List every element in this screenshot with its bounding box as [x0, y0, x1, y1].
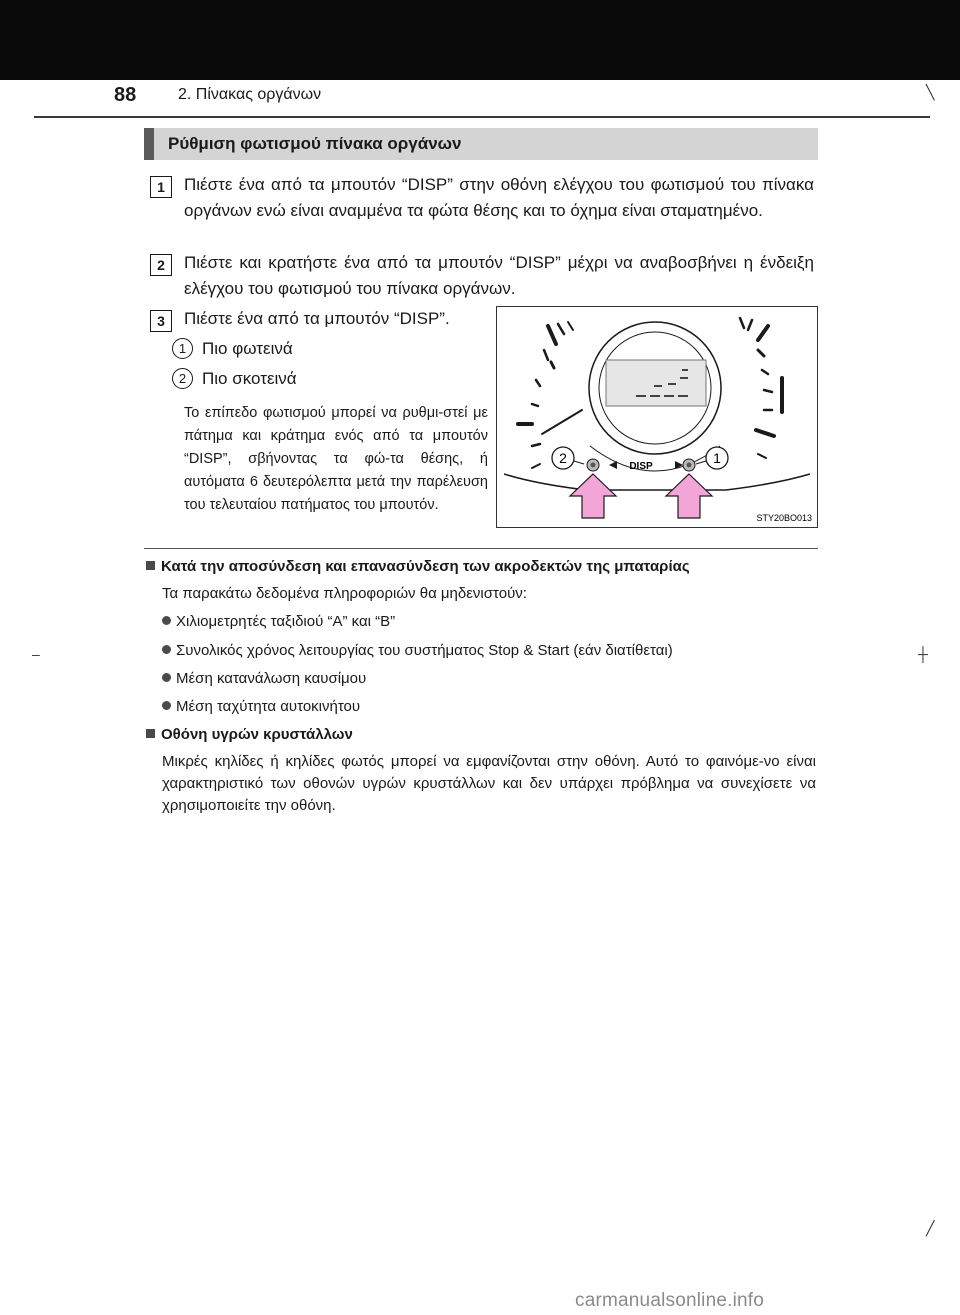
top-black-band	[0, 0, 960, 80]
illustration-frame	[497, 307, 818, 528]
step-1	[150, 172, 814, 224]
lcd-heading-text: Οθόνη υγρών κρυστάλλων	[161, 726, 353, 743]
step-text: Πιέστε και κρατήστε ένα από τα μπουτόν “DISP” μέχρι να αναβοσβήνει η ένδειξη ελέγχου του φωτισμού του πίνακα οργάνων.	[184, 253, 814, 298]
lcd-text: Μικρές κηλίδες ή κηλίδες φωτός μπορεί να εμφανίζονται στην οθόνη. Αυτό το φαινόμε-νο είναι χαρακτηριστικό των οθονών υγρών κρυστάλλων και δεν υπάρχει πρόβλημα να συνεχίσετε να χρησιμοποιείτε την οθόνη.	[162, 753, 816, 814]
battery-item: Μέση κατανάλωση καυσίμου	[162, 670, 366, 687]
crop-mark-right: ┼	[918, 646, 928, 662]
brightness-note: Το επίπεδο φωτισμού μπορεί να ρυθμι-στεί με πάτημα και κράτημα ενός από τα μπουτόν “DISP”, σβήνοντας τα φώ-τα θέσης, ή αυτόματα 6 δευτερόλεπτα μετά την παρέλευση του τελευταίου πατήματος του μπουτόν.	[184, 405, 488, 513]
square-bullet-icon	[146, 729, 155, 738]
disp-button-left-center	[591, 463, 596, 468]
battery-intro: Τα παρακάτω δεδομένα πληροφοριών θα μηδενιστούν:	[162, 585, 527, 602]
round-bullet-icon	[162, 616, 171, 625]
disp-button-right-center	[687, 463, 692, 468]
round-bullet-icon	[162, 645, 171, 654]
step-number: 2	[150, 254, 172, 276]
option-darker	[172, 368, 297, 389]
battery-heading-text: Κατά την αποσύνδεση και επανασύνδεση των ακροδεκτών της μπαταρίας	[161, 558, 690, 575]
step-text: Πιέστε ένα από τα μπουτόν “DISP”.	[184, 309, 450, 328]
section-divider	[144, 548, 818, 549]
step-number: 3	[150, 310, 172, 332]
step-2	[150, 250, 814, 302]
round-bullet-icon	[162, 701, 171, 710]
chapter-title: 2. Πίνακας οργάνων	[178, 86, 322, 103]
callout-left-number: 2	[559, 450, 567, 466]
step-number: 1	[150, 176, 172, 198]
instrument-cluster-illustration	[496, 306, 818, 528]
crop-mark-top-right: ╲	[926, 84, 935, 100]
battery-item: Χιλιομετρητές ταξιδιού “A” και “B”	[162, 613, 395, 630]
callout-right-number: 1	[713, 450, 721, 466]
section-title: Ρύθμιση φωτισμού πίνακα οργάνων	[144, 128, 818, 160]
option-brighter	[172, 338, 293, 359]
header-rule	[34, 116, 930, 118]
page-number: 88	[114, 84, 137, 106]
round-bullet-icon	[162, 673, 171, 682]
battery-item: Συνολικός χρόνος λειτουργίας του συστήματος Stop & Start (εάν διατίθεται)	[162, 642, 673, 659]
battery-heading	[146, 558, 690, 575]
lcd-display	[606, 360, 706, 406]
option-text: Πιο φωτεινά	[202, 339, 293, 358]
crop-mark-left: –	[32, 646, 40, 662]
step-text: Πιέστε ένα από τα μπουτόν “DISP” στην οθόνη ελέγχου του φωτισμού του πίνακα οργάνων ενώ είναι αναμμένα τα φώτα θέσης και το όχημα είναι σταματημένο.	[184, 175, 814, 220]
illustration-code: STY20BO013	[756, 513, 812, 523]
option-number: 1	[172, 338, 193, 359]
watermark: carmanualsonline.info	[575, 1290, 765, 1311]
lcd-heading	[146, 726, 353, 743]
disp-label: DISP	[629, 461, 653, 472]
crop-mark-bottom-right: ╱	[926, 1220, 935, 1236]
square-bullet-icon	[146, 561, 155, 570]
option-text: Πιο σκοτεινά	[202, 369, 297, 388]
battery-item: Μέση ταχύτητα αυτοκινήτου	[162, 698, 360, 715]
option-number: 2	[172, 368, 193, 389]
